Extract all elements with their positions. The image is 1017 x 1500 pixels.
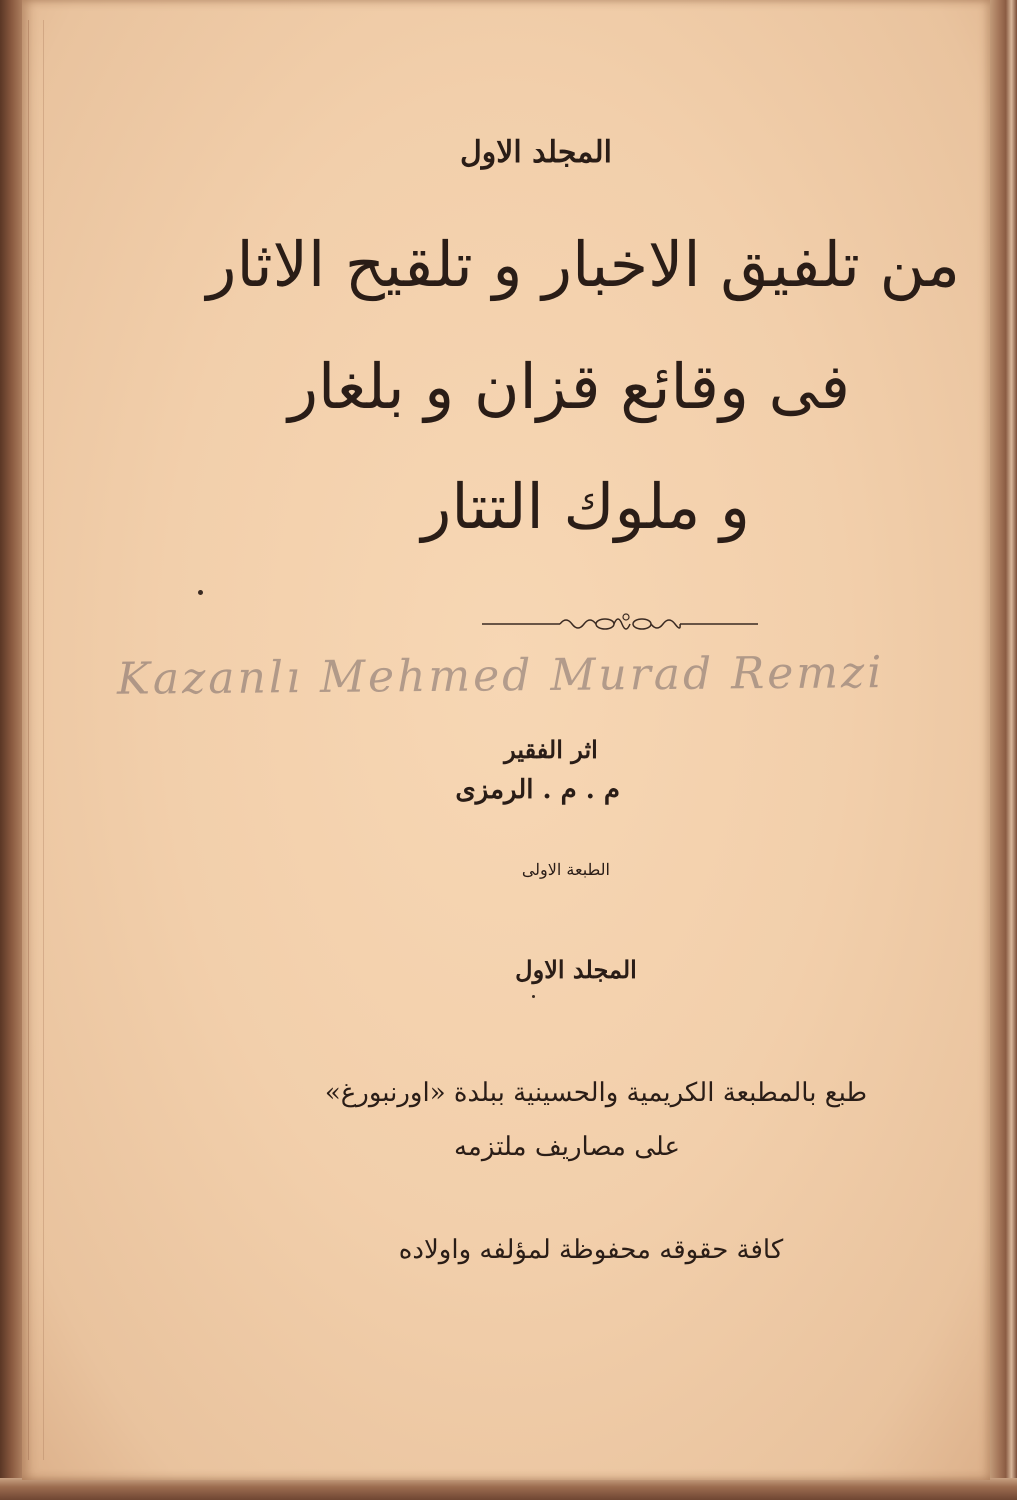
book-title-line-3: و ملوك التتار bbox=[421, 470, 750, 543]
title-page bbox=[22, 0, 990, 1480]
copyright-notice: كافة حقوقه محفوظة لمؤلفه واولاده bbox=[398, 1235, 784, 1265]
book-binding-right bbox=[989, 0, 1017, 1500]
volume-heading-top: المجلد الاول bbox=[459, 135, 613, 170]
edition-label: الطبعة الاولى bbox=[521, 860, 610, 879]
decorative-divider bbox=[480, 612, 760, 634]
ink-speck bbox=[198, 590, 203, 595]
printing-info-line-2: على مصاريف ملتزمه bbox=[453, 1132, 680, 1162]
volume-heading-middle: المجلد الاول bbox=[515, 955, 637, 984]
page-edge-lines bbox=[28, 20, 44, 1460]
ink-speck bbox=[532, 995, 535, 998]
book-title-line-2: فى وقائع قزان و بلغار bbox=[288, 350, 850, 423]
work-of-label: اثر الفقير bbox=[504, 735, 598, 764]
book-title-line-1: من تلفيق الاخبار و تلقيح الاثار bbox=[206, 228, 960, 301]
printing-info-line-1: طبع بالمطبعة الكريمية والحسينية ببلدة «اورنبورغ» bbox=[324, 1078, 868, 1108]
pencil-signature: Kazanlı Mehmed Murad Remzi bbox=[116, 647, 885, 705]
author-name: م . م . الرمزى bbox=[455, 775, 620, 805]
book-binding-bottom bbox=[0, 1478, 1017, 1500]
